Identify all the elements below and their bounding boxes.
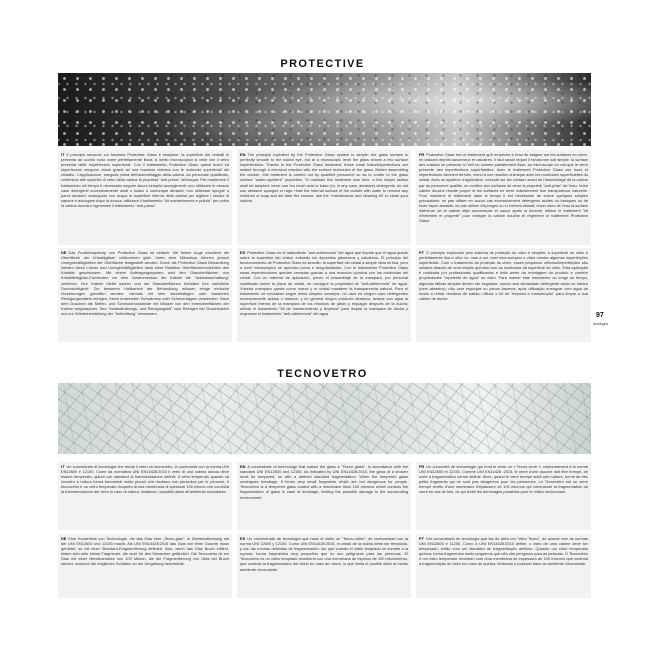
protective-text-pt: PT O princípio explorado pelo sistema de proteção do vidro é simples: a superfície do vidro é perfeitamente lisa a olho nu, mas a um nível microscópico o vidro mostra algumas imperfeições superficiais. Com o tratamento da proteção do vidro, esses pequenos orifícios/imperfeições são selados através de uma reação química com as moléculas da superfície do vidro. Esta aplicação é realizada por profissionais qualificados e feita antes da montagem do produto e confere propriedades "repelente de água" ao vidro. Para manter este tratamento ao longo do tempo, algumas táticas simples devem ser seguidas: nunca usar demasiado detergente ácido ou básico (nem abrasivo); não usar esponjas ou panos ásperos; após utilização enxaguar com água de modo a retirar resíduos de sabão; utilizar o kit de "limpeza e manutenção" para limpar a sua cabine de duche. xyxy=(416,248,591,342)
tecnovetro-text-pt: PT Um concentrado de tecnologia que faz do vidro um "vidro Tecno", de acordo com as normas UNI EN12600 e 11250. Como a UNI EN14428:2015 define, o vidro de uma cabine deve ser temperado, então com um standard de fragmentação definido. Quando um vidro temperado quebra, forma fragmentos muito pequenos que não são perigosos para as pessoas. O Tecnovetro é um vidro temperado revestido com uma membrana de espessura de 100 mícrons que controla a fragmentação do vidro em caso de quebra, limitando o possível dano ao ambiente circundante. xyxy=(416,534,591,598)
protective-text-en: EN The principle exploited by the Protective Glass system is simple: the glass surface is perfectly smooth to the naked eye, but at a microscopic level the glass shows a few surface imperfections. Thanks to the Protective Glass treatment, these small holes/imperfections are sealed through a chemical reaction with the surface molecules of the glass. Before assembling the cubicle, this treatment is carried out by qualified personnel so as to confer to the glass surface "water-repellent" properties. To maintain this treatment over time, a few simple tactics shall be adopted: never use too much acid or basic (or, in any case, abrasive) detergents; do not use abrasive sponges or rags; rinse the internal surface of the cubicle with water to remove any residues of soap and dirt after the shower; use the "maintenance and cleaning kit" to clean your cubicle. xyxy=(237,150,411,245)
protective-text-fr: FR Protective Glass est un traitement qu'il empêche à l'eau de stagner sur les surfaces en verre, en laissant depôts savonneux et calcaires. Il faut savoir lequel il fonctionne soit simple: la surface des cristaux se présente à l'oeil nu comme parfaitement lisse; au microscope on voit que le verre présente des imperfections superficielles. Avec le traitement Protective Glass ces trous et imperfections viennent fermés, merci à une réaction chimique avec les molécules superficielles du cristal. Avec un système d'application, exécuté sur les cristaux avant de l'assemblage de la cabine par du personnel qualifié, on confère aux surfaces de verre la propriété "anti-prise" de l'eau. Votre cabine douche résulte propre et les surfaces en verre maintiennent leur transparence naturelle. Pour maintenir le traitement dans le temps il est nécessaire de suivre quelques simples précautions: ne pas utiliser en aucun cas excessivement détergents acides ou basiques ou de toute façon abrasifs; ne pas utiliser d'éponges ou lu crémes abrasif; rincer avec de l'eau la surface intérieure de la cabine déjà savonneuse et sauvé après la douche; utiliser le traitement "kit d'entretien et propreté" pour nettoyer la cabine douche et régénérer le traitement Protective Glass. xyxy=(416,150,591,245)
tecnovetro-text-fr: FR Un concentré de technologie qui rend le verre un « Tecno-verre », conformément à la norme UNI EN12600 et 12150. Comme UNI EN14428 :2015, le verre d'une douche doit être trempé, de sorte à fragmentation norme définie. Alors, quand le verre trempé subit une rupture, forme de très petits fragments qui ne sont pas dangereux pour les personnes. Le Tecnovetro est un verre trempé revêtu d'une membrane d'épaisseur de 100 microns qui commande la fragmentation du verre en cas de bris, ce qui limite les dommages possibles pour le milieu environnant. xyxy=(416,462,591,530)
tecnovetro-glass-photo xyxy=(58,383,591,454)
tecnovetro-text-de: DE Eine Konzentrat von Technologie, die das Glas eine „Tecno-glas", in Übereinstimmung mit der UNI EN12600 und 12150 macht. Als UNI EN14428:2015 das Glas von einer Dusche muss gehärtet, so mit einer Standard-Fragmentierung definiert. Also, wenn das Glas Bruch erfährt, bilden sich sehr kleine Fragmente, die nicht für den Menschen gefährlich. Die Tecnovetro ist ein Glas mit einer Membrandicke von 100 Mikron, die die Fragmentierung von Glas bei Bruch steuert, wodurch die möglichen Schäden an der Umgebung beschränkt. xyxy=(58,534,232,598)
tecnovetro-text-es: ES Un concentrado de tecnología que hace el vidrio un "Tecno-vidrio", de conformidad con la norma UNI 12600 y 12150. Como UNI EN14428:2015, el cristal de la ducha debe ser templado, y con las normas definidas de fragmentación. Así que cuando el vidrio templado se somete a la ruptura, forma fragmentos muy pequeños que no son peligrosos para las personas. El Tecnovetro es un vidrio templado recubierto con una membrana de espesor de 100 micrómetros, que controla la fragmentación del vidrio en caso de rotura, lo que limita el posible daño al medio ambiente circundante. xyxy=(237,534,411,598)
protective-title: PROTECTIVE xyxy=(280,58,365,70)
page-number: 97 xyxy=(596,312,604,319)
protective-text-es: ES Protective Glass es el tratamiento "anti-adherencia" del agua que impide que el agua quede sobre la superficie del cristal, evitando los depósitos jabonosos y calcáreos. El principio del funcionamiento de Protective Glass es sencillo: la superficie del cristal a simple vista es lisa, pero a nivel microscópico se aprecian poros e irregularidades. Con el tratamiento Protective Glass estas imperfecciones quedan cerradas gracias a una reacción química con las moléculas del cristal. Con un sistema de aplicación, previo el ensamblaje de la mampara, por personal cualificado sobre la placa de cristal, se consigue la propiedad de "anti-adherencia" de agua. Vuestra mampara queda como nueva y el cristal mantiene la transparencia natural. Para el tratamiento se necesitan seguir estos simples consejos: no usar en ningún caso detergentes excesivamente ácidos o básicos, y en general ningún producto abrasivo; aclarar con agua la superficie interna de la mampara de los residuos de jabón y enjuagar después de la ducha; utilizar el tratamiento "kit de mantenimiento y limpieza" para limpiar la mampara de ducha y regenerar el tratamiento "anti-adherencia" del agua. xyxy=(237,248,411,342)
protective-glass-photo xyxy=(58,73,591,146)
tecnovetro-title: TECNOVETRO xyxy=(277,368,368,380)
protective-text-it: IT Il principio secondo cui funziona Protective Glass è semplice: la superficie dei cristalli si presenta ad occhio nudo come perfettamente liscia; a livello microscopico si vede che il vetro presenta delle imperfezioni superficiali. Con il trattamento Protective Glass questi buchi ed imperfezioni vengono chiusi grazie ad una reazione chimica con le molecole superficiali del cristallo. L'applicazione, eseguita prima dell'assemblaggio della cabina, da personale qualificato, conferisce alle superfici di vetro della cabina la proprietà "anti-presa" dell'acqua. Per mantenere il trattamento nel tempo è necessario seguire alcuni semplici accorgimenti: non utilizzare in nessun caso detergenti eccessivamente acidi o basici o comunque abrasivi; non utilizzare spugne o panni abrasivi; sciacquare con acqua la superficie interna della cabina per togliere i residui di sapone e asciugare dopo la doccia; utilizzare il trattamento "kit mantenimento e pulizia" per pulire la cabina doccia e rigenerare il trattamento "anti-presa". xyxy=(58,150,232,245)
tecnovetro-text-en: EN A concentrate of technology that makes the glass a "Tecno glass", in accordance with the standard UNI EN12600 and 12150. As indicated by UNI EN14428:2015, the glass of a shower must be tempered, so with a defined standard fragmentation. When the tempered glass undergoes breakage, it forms very small fragments which are not dangerous for people. Tecnovetro is a tempered glass coated with a membrane thick 100 microns which controls the fragmentation of glass in case of breakage, limiting the possible damage to the surrounding environment. xyxy=(237,462,411,530)
tecnovetro-text-it: IT Un concentrato di tecnologia che rende il vetro un tecnovetro, in conformità con la norma UNI EN12600 e 12150. Come da normativa UNI EN14428:2015 il vetro di una cabina doccia deve essere temperato, quindi con standard di frammentazione definiti. Il vetro temperato quando va incontro a rottura forma frammenti molto piccoli che risultano non pericolosi per le persone. Il tecnovetro è un vetro temperato ricoperto di una membrana di spessore 100 micron che controlla la frammentazione del vetro in caso di rottura, limitando i possibili danni all'ambiente circostante. xyxy=(58,462,232,530)
page-brand: demegius xyxy=(593,322,609,326)
protective-text-de: DE Das Funktionsprinzip von Protective Glass ist einfach: Mit freiem Auge erscheint die Oberfläche der Kristallgläser vollkommen glatt. Unter dem Mikroskop können jedoch Unregelmäßigkeiten der Oberfläche festgestellt werden. Durch die Protective Glass Behandlung werden diese Löcher und Unregelmäßigkeiten dank einer Reaktion Oberflächenmolekülen des Kristalls geschlossen. Mit einem Auftragungssystem wird den Glasoberflächen von Kristallfertigbau-Fachleuten vor dem Zusammenbau der Kabine die "Antiwasserhaftung" verliehen. Ihre Kabine bleibt sauber und die Glasoberflächen behalten ihre natürliche Durchsichtigkeit. Zur besseren Haltbarkeit der Behandlung müssen einige einfache Vorkehrungen getroffen werden: niemals mit sehr säurehaltigen oder basischen Reinigungsmitteln reinigen. Keine kratzenden Schwämme oder Scheuerlappen verwenden. Nach dem Duschen die Seifen- und Schmutzrückstände mit Wasser von den Innenoberflächen der Kabine wegwaschen. Den "Instandhaltungs- und Reinigungskit" zum Reinigen der Duschkabine und zur Wiederherstellung der "Antihaftung" verwenden. xyxy=(58,248,232,342)
